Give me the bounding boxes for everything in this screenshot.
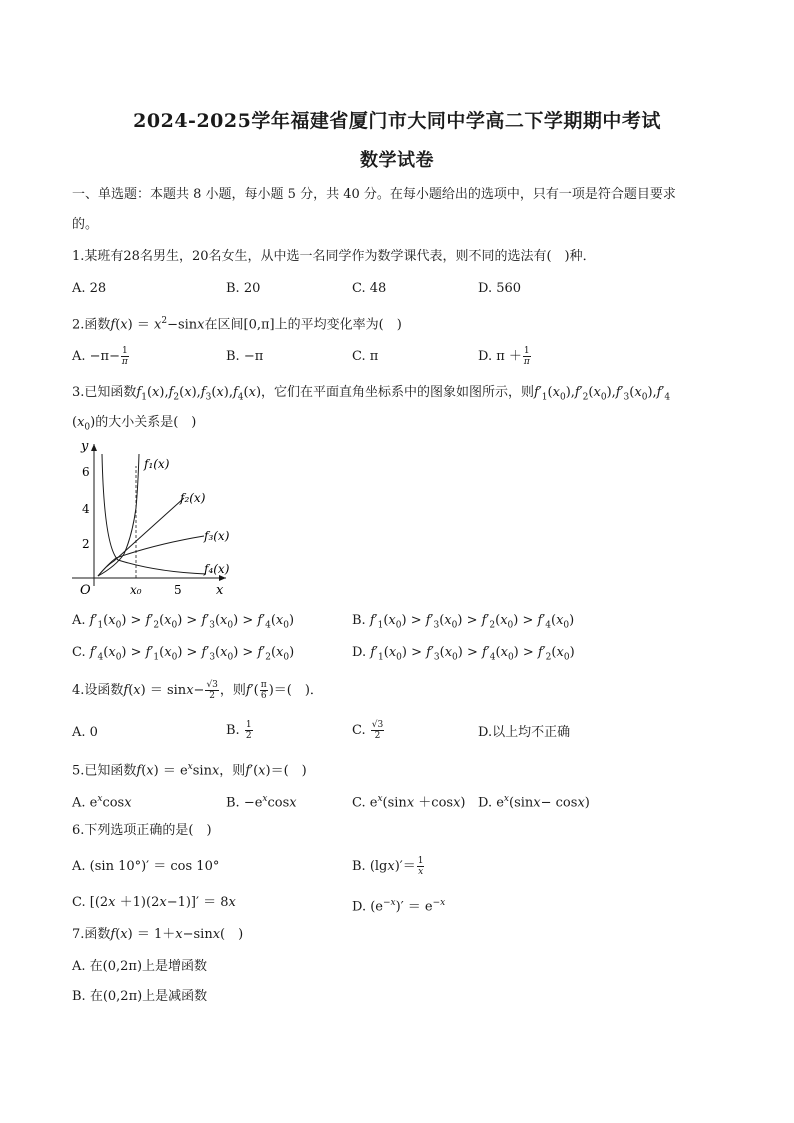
q1-option-c[interactable]: C. 48 <box>352 281 387 296</box>
q4-option-b[interactable]: B. $\frac{1}{2}$ <box>226 720 252 741</box>
q1-option-b[interactable]: B. 20 <box>226 281 261 296</box>
curve-f4 <box>102 454 206 574</box>
label-f2: f₂(x) <box>180 491 206 505</box>
question-1-stem: 1.某班有28名男生，20名女生，从中选一名同学作为数学课代表，则不同的选法有( )种． <box>72 249 596 264</box>
question-3-stem: 3.已知函数$f_1(x),f_2(x),f_3(x),f_4(x)$，它们在平面直角坐标系中的图象如图所示，则$f'_1(x_0),f'_2(x_0),f'_3(x_0),f'_4$ <box>72 385 671 403</box>
curve-f1 <box>98 454 139 576</box>
q3-option-a[interactable]: A. $f'_1(x_0) > f'_2(x_0) > f'_3(x_0) > f'_4(x_0)$ <box>72 613 295 631</box>
q4-option-a[interactable]: A. 0 <box>72 725 98 740</box>
q2-interval: [0,π] <box>243 317 275 333</box>
exam-subtitle: 数学试卷 <box>360 150 434 171</box>
section-instruction-2: 的。 <box>72 217 99 232</box>
q6-option-d[interactable]: D. $(e^{-x})' = e^{-x}$ <box>352 898 446 915</box>
x-tick-5: 5 <box>174 583 182 596</box>
q3-function-graph <box>66 436 236 596</box>
y-tick-6: 6 <box>82 465 90 479</box>
curve-f3 <box>98 536 204 576</box>
q5-option-d[interactable]: D. $e^x(\sin x- \cos x)$ <box>478 794 590 811</box>
q7-option-b[interactable]: B. 在(0,2π)上是减函数 <box>72 989 208 1004</box>
question-3-stem-line2: $(x_0)$的大小关系是( ) <box>72 415 197 433</box>
section-instruction-1: 一、单选题：本题共 8 小题，每小题 5 分，共 40 分。在每小题给出的选项中，只有一项是符合题目要求 <box>72 187 676 202</box>
q2-option-b[interactable]: B. −π <box>226 349 264 364</box>
q2-a-fraction: $\frac{1}{\pi}$ <box>121 346 128 367</box>
q5-option-b[interactable]: B. $-e^x\cos x$ <box>226 794 297 811</box>
x-tick-x0: x₀ <box>130 583 142 596</box>
q5-option-c[interactable]: C. $e^x(\sin x +\cos x)$ <box>352 794 466 811</box>
q1-option-a[interactable]: A. 28 <box>72 281 107 296</box>
q2-function-expr: f <box>110 317 116 333</box>
q6-option-a[interactable]: A. (sin 10°)′ ＝ cos 10° <box>72 859 220 874</box>
label-f3: f₃(x) <box>204 529 230 543</box>
q7-option-a[interactable]: A. 在(0,2π)上是增函数 <box>72 959 208 974</box>
q2-d-fraction: $\frac{1}{\pi}$ <box>523 346 530 367</box>
q6-option-c[interactable]: C. [(2x ＋1)(2x−1)]′ ＝ 8x <box>72 895 236 910</box>
q3-option-b[interactable]: B. $f'_1(x_0) > f'_3(x_0) > f'_2(x_0) > f'_4(x_0)$ <box>352 613 575 631</box>
q2-option-a[interactable]: A. −π− $\frac{1}{\pi}$ <box>72 346 128 367</box>
question-2-stem: 2.函数$f(x) = x^2-\sin x$在区间[0,π]上的平均变化率为( ) <box>72 316 402 333</box>
q3-option-d[interactable]: D. $f'_1(x_0) > f'_3(x_0) > f'_4(x_0) > f'_2(x_0)$ <box>352 645 575 663</box>
exam-title: 2024-2025学年福建省厦门市大同中学高二下学期期中考试 <box>133 110 661 132</box>
q4-option-c[interactable]: C. $\frac{√3}{2}$ <box>352 720 384 741</box>
q3-option-c[interactable]: C. $f'_4(x_0) > f'_1(x_0) > f'_3(x_0) > f'_2(x_0)$ <box>72 645 295 663</box>
q2-stem-post: 上的平均变化率为( ) <box>274 317 402 333</box>
y-tick-2: 2 <box>82 537 90 551</box>
q2-stem-mid: 在区间 <box>204 317 244 333</box>
curve-f2 <box>98 498 184 576</box>
question-6-stem: 6.下列选项正确的是( ) <box>72 823 212 838</box>
y-axis-arrow <box>91 444 97 451</box>
label-f4: f₄(x) <box>204 562 230 576</box>
q1-option-d[interactable]: D. 560 <box>478 281 522 296</box>
origin-label: O <box>80 583 91 596</box>
question-5-stem: 5.已知函数$f(x) = e^x\sin x$，则f′(x)＝( ) <box>72 762 307 779</box>
x-axis-label: x <box>216 583 224 596</box>
label-f1: f₁(x) <box>144 457 170 471</box>
y-axis-label: y <box>81 439 89 454</box>
question-7-stem: 7.函数f(x) ＝ 1＋x−sinx( ) <box>72 927 244 942</box>
q2-option-d[interactable]: D. π ＋ $\frac{1}{\pi}$ <box>478 346 530 367</box>
q5-option-a[interactable]: A. $e^x\cos x$ <box>72 794 132 811</box>
question-4-stem: 4.设函数f(x) ＝ sinx− $\frac{√3}{2}$ ，则f′( $\frac{\pi}{6}$ )＝( )． <box>72 680 323 701</box>
y-tick-4: 4 <box>82 502 90 516</box>
q2-stem-pre: 2.函数 <box>72 317 111 333</box>
q4-option-d[interactable]: D.以上均不正确 <box>478 725 571 740</box>
q6-option-b[interactable]: B. (lgx)′＝ $\frac{1}{x}$ <box>352 856 424 877</box>
q2-option-c[interactable]: C. π <box>352 349 379 364</box>
